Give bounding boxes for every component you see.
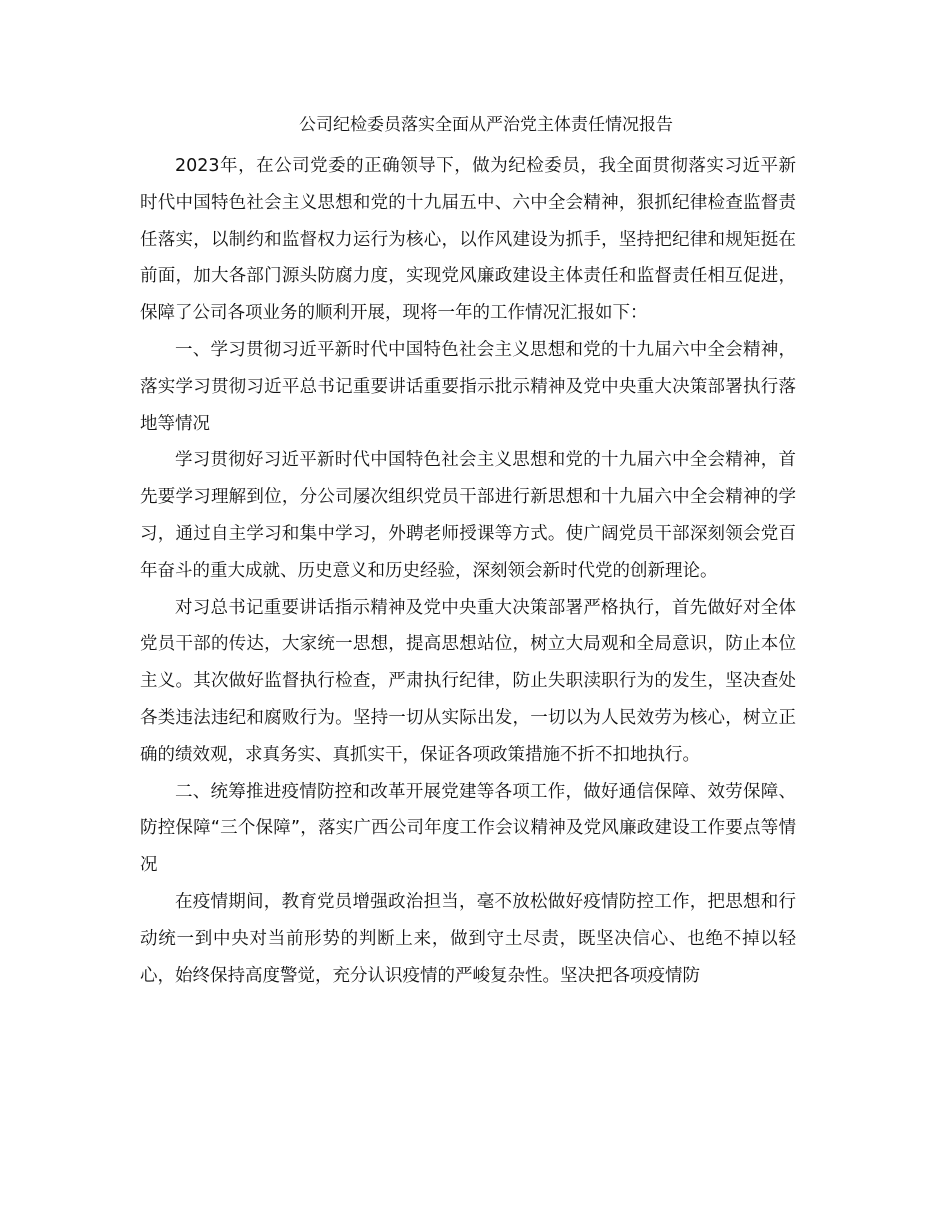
paragraph-intro: 2023年，在公司党委的正确领导下，做为纪检委员，我全面贯彻落实习近平新时代中国特色社会主义思想和党的十九届五中、六中全会精神，狠抓纪律检查监督责任落实，以制约和监督权力运行为核心，以作风建设为抓手，坚持把纪律和规矩挺在前面，加大各部门源头防腐力度，实现党风廉政建设主体责任和监督责任相互促进，保障了公司各项业务的顺利开展，现将一年的工作情况汇报如下： [140,156,796,324]
section-heading-1: 一、学习贯彻习近平新时代中国特色社会主义思想和党的十九届六中全会精神，落实学习贯彻习近平总书记重要讲话重要指示批示精神及党中央重大决策部署执行落地等情况 [140,339,796,434]
section-heading-2: 二、统筹推进疫情防控和改革开展党建等各项工作，做好通信保障、效劳保障、防控保障“三个保障”，落实广西公司年度工作会议精神及党风廉政建设工作要点等情况 [140,781,796,876]
paragraph-execution: 对习总书记重要讲话指示精神及党中央重大决策部署严格执行，首先做好对全体党员干部的传达，大家统一思想，提高思想站位，树立大局观和全局意识，防止本位主义。其次做好监督执行检查，严肃执行纪律，防止失职渎职行为的发生，坚决查处各类违法违纪和腐败行为。坚持一切从实际出发，一切以为人民效劳为核心，树立正确的绩效观，求真务实、真抓实干，保证各项政策措施不折不扣地执行。 [140,597,796,765]
document-body [140,110,796,994]
paragraph-study: 学习贯彻好习近平新时代中国特色社会主义思想和党的十九届六中全会精神，首先要学习理解到位，分公司屡次组织党员干部进行新思想和十九届六中全会精神的学习，通过自主学习和集中学习，外聘老师授课等方式。使广阔党员干部深刻领会党百年奋斗的重大成就、历史意义和历史经验，深刻领会新时代党的创新理论。 [140,450,796,581]
paragraph-epidemic: 在疫情期间，教育党员增强政治担当，毫不放松做好疫情防控工作，把思想和行动统一到中央对当前形势的判断上来，做到守土尽责，既坚决信心、也绝不掉以轻心，始终保持高度警觉，充分认识疫情的严峻复杂性。坚决把各项疫情防 [140,891,796,986]
document-title: 公司纪检委员落实全面从严治党主体责任情况报告 [299,115,673,135]
